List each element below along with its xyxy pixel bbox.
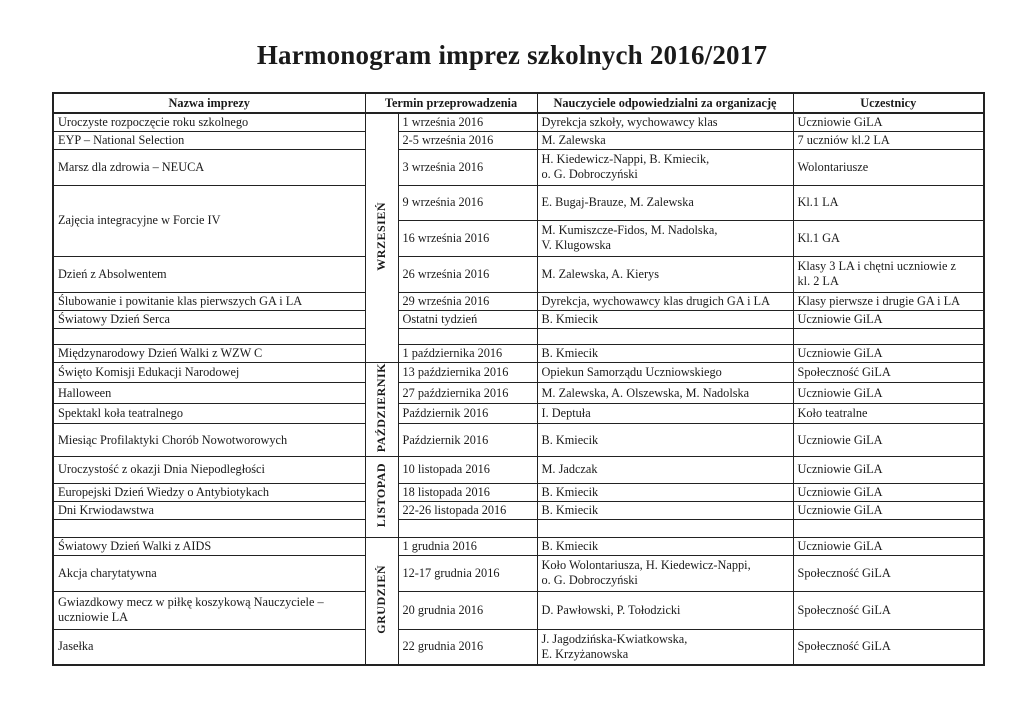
event-date: 3 września 2016 xyxy=(398,149,537,185)
event-date: 20 grudnia 2016 xyxy=(398,591,537,629)
empty-cell xyxy=(793,328,984,344)
table-row xyxy=(53,149,984,185)
event-participants: Społeczność GiLA xyxy=(793,362,984,383)
event-participants: Uczniowie GiLA xyxy=(793,113,984,131)
empty-cell xyxy=(398,519,537,537)
page-title: Harmonogram imprez szkolnych 2016/2017 xyxy=(256,40,768,70)
month-label-november xyxy=(365,456,398,537)
event-teachers xyxy=(537,220,793,256)
event-participants: Uczniowie GiLA xyxy=(793,483,984,501)
event-date: 26 września 2016 xyxy=(398,256,537,292)
event-date: 2-5 września 2016 xyxy=(398,131,537,149)
schedule-table xyxy=(52,92,985,666)
event-date: Ostatni tydzień xyxy=(398,310,537,328)
event-participants: Społeczność GiLA xyxy=(793,629,984,665)
event-participants: Uczniowie GiLA xyxy=(793,501,984,519)
event-participants: Kl.1 GA xyxy=(793,220,984,256)
table-row xyxy=(53,292,984,310)
table-row xyxy=(53,362,984,383)
table-row-empty xyxy=(53,519,984,537)
event-name: Uroczystość z okazji Dnia Niepodległości xyxy=(53,456,365,483)
header-date: Termin przeprowadzenia xyxy=(365,93,537,113)
event-teachers: M. Zalewska, A. Kierys xyxy=(537,256,793,292)
event-name: Zajęcia integracyjne w Forcie IV xyxy=(53,185,365,256)
event-date: 16 września 2016 xyxy=(398,220,537,256)
header-participants: Uczestnicy xyxy=(793,93,984,113)
event-date: 29 września 2016 xyxy=(398,292,537,310)
event-date: 13 października 2016 xyxy=(398,362,537,383)
table-row xyxy=(53,403,984,424)
event-date: 1 października 2016 xyxy=(398,344,537,362)
header-teachers: Nauczyciele odpowiedzialni za organizację xyxy=(537,93,793,113)
teachers-line: J. Jagodzińska-Kwiatkowska, xyxy=(541,632,688,647)
event-participants: Uczniowie GiLA xyxy=(793,344,984,362)
empty-cell xyxy=(53,519,365,537)
event-name: Ślubowanie i powitanie klas pierwszych GA i LA xyxy=(53,292,365,310)
empty-cell xyxy=(53,328,365,344)
month-september: WRZESIEŃ xyxy=(374,201,389,271)
empty-cell xyxy=(398,328,537,344)
month-label-september xyxy=(365,113,398,362)
table-row xyxy=(53,113,984,131)
event-name: Akcja charytatywna xyxy=(53,555,365,591)
event-teachers: M. Zalewska xyxy=(537,131,793,149)
event-participants: Uczniowie GiLA xyxy=(793,537,984,555)
event-participants: Uczniowie GiLA xyxy=(793,383,984,404)
event-date: 10 listopada 2016 xyxy=(398,456,537,483)
event-teachers: B. Kmiecik xyxy=(537,501,793,519)
event-teachers: D. Pawłowski, P. Tołodzicki xyxy=(537,591,793,629)
participants-line: kl. 2 LA xyxy=(797,274,839,288)
event-date: 18 listopada 2016 xyxy=(398,483,537,501)
event-name: Dzień z Absolwentem xyxy=(53,256,365,292)
event-name: Jasełka xyxy=(53,629,365,665)
event-participants: Kl.1 LA xyxy=(793,185,984,220)
teachers-line: Koło Wolontariusza, H. Kiedewicz-Nappi, xyxy=(541,558,751,573)
event-teachers xyxy=(537,555,793,591)
table-row xyxy=(53,310,984,328)
event-teachers: I. Deptuła xyxy=(537,403,793,424)
event-teachers: B. Kmiecik xyxy=(537,344,793,362)
event-teachers: M. Jadczak xyxy=(537,456,793,483)
event-date: 1 grudnia 2016 xyxy=(398,537,537,555)
event-teachers: B. Kmiecik xyxy=(537,310,793,328)
header-event-name: Nazwa imprezy xyxy=(53,93,365,113)
event-teachers: Dyrekcja szkoły, wychowawcy klas xyxy=(537,113,793,131)
event-name-line: uczniowie LA xyxy=(58,610,128,625)
event-name: Spektakl koła teatralnego xyxy=(53,403,365,424)
table-row xyxy=(53,501,984,519)
event-name: Dni Krwiodawstwa xyxy=(53,501,365,519)
event-participants xyxy=(793,256,984,292)
teachers-line: o. G. Dobroczyński xyxy=(541,167,638,181)
teachers-line: H. Kiedewicz-Nappi, B. Kmiecik, xyxy=(541,152,710,167)
table-row xyxy=(53,256,984,292)
event-name: Światowy Dzień Walki z AIDS xyxy=(53,537,365,555)
event-participants: Koło teatralne xyxy=(793,403,984,424)
event-date: 22-26 listopada 2016 xyxy=(398,501,537,519)
teachers-line: E. Krzyżanowska xyxy=(541,646,629,661)
event-name: Miesiąc Profilaktyki Chorób Nowotworowych xyxy=(53,424,365,456)
table-row xyxy=(53,629,984,665)
table-row xyxy=(53,344,984,362)
event-date: 1 września 2016 xyxy=(398,113,537,131)
event-date: 9 września 2016 xyxy=(398,185,537,220)
table-row xyxy=(53,555,984,591)
event-teachers xyxy=(537,149,793,185)
event-name: Uroczyste rozpoczęcie roku szkolnego xyxy=(53,113,365,131)
event-participants: Społeczność GiLA xyxy=(793,555,984,591)
month-label-december xyxy=(365,537,398,665)
empty-cell xyxy=(793,519,984,537)
event-participants: Uczniowie GiLA xyxy=(793,424,984,456)
event-participants: Społeczność GiLA xyxy=(793,591,984,629)
event-name xyxy=(53,591,365,629)
event-participants: 7 uczniów kl.2 LA xyxy=(793,131,984,149)
participants-line: Klasy 3 LA i chętni uczniowie z xyxy=(797,259,956,274)
event-name: Święto Komisji Edukacji Narodowej xyxy=(53,362,365,383)
table-row xyxy=(53,424,984,456)
table-row xyxy=(53,185,984,220)
header-row xyxy=(53,93,984,113)
event-name-line: Gwiazdkowy mecz w piłkę koszykową Nauczyciele – xyxy=(58,595,324,610)
empty-cell xyxy=(537,328,793,344)
event-teachers: B. Kmiecik xyxy=(537,424,793,456)
event-teachers: Dyrekcja, wychowawcy klas drugich GA i LA xyxy=(537,292,793,310)
event-name: EYP – National Selection xyxy=(53,131,365,149)
event-teachers: B. Kmiecik xyxy=(537,537,793,555)
event-name: Europejski Dzień Wiedzy o Antybiotykach xyxy=(53,483,365,501)
month-label-october xyxy=(365,362,398,456)
event-teachers: B. Kmiecik xyxy=(537,483,793,501)
table-row xyxy=(53,537,984,555)
event-participants: Klasy pierwsze i drugie GA i LA xyxy=(793,292,984,310)
event-date: 12-17 grudnia 2016 xyxy=(398,555,537,591)
event-name: Światowy Dzień Serca xyxy=(53,310,365,328)
table-row-empty xyxy=(53,328,984,344)
event-date: 22 grudnia 2016 xyxy=(398,629,537,665)
month-november: LISTOPAD xyxy=(374,462,389,527)
event-name: Halloween xyxy=(53,383,365,404)
teachers-line: V. Klugowska xyxy=(541,238,611,252)
event-date: Październik 2016 xyxy=(398,424,537,456)
event-participants: Uczniowie GiLA xyxy=(793,310,984,328)
month-december: GRUDZIEŃ xyxy=(374,564,389,634)
table-row xyxy=(53,383,984,404)
event-teachers: Opiekun Samorządu Uczniowskiego xyxy=(537,362,793,383)
table-row xyxy=(53,131,984,149)
table-row xyxy=(53,591,984,629)
event-name: Międzynarodowy Dzień Walki z WZW C xyxy=(53,344,365,362)
teachers-line: o. G. Dobroczyński xyxy=(541,573,638,588)
table-row xyxy=(53,456,984,483)
event-date: 27 października 2016 xyxy=(398,383,537,404)
event-teachers: M. Zalewska, A. Olszewska, M. Nadolska xyxy=(537,383,793,404)
event-teachers xyxy=(537,629,793,665)
month-october: PAŹDZIERNIK xyxy=(374,362,389,452)
event-participants: Uczniowie GiLA xyxy=(793,456,984,483)
event-date: Październik 2016 xyxy=(398,403,537,424)
empty-cell xyxy=(537,519,793,537)
teachers-line: M. Kumiszcze-Fidos, M. Nadolska, xyxy=(541,223,718,238)
event-participants: Wolontariusze xyxy=(793,149,984,185)
table-row xyxy=(53,483,984,501)
event-teachers: E. Bugaj-Brauze, M. Zalewska xyxy=(537,185,793,220)
event-name: Marsz dla zdrowia – NEUCA xyxy=(53,149,365,185)
